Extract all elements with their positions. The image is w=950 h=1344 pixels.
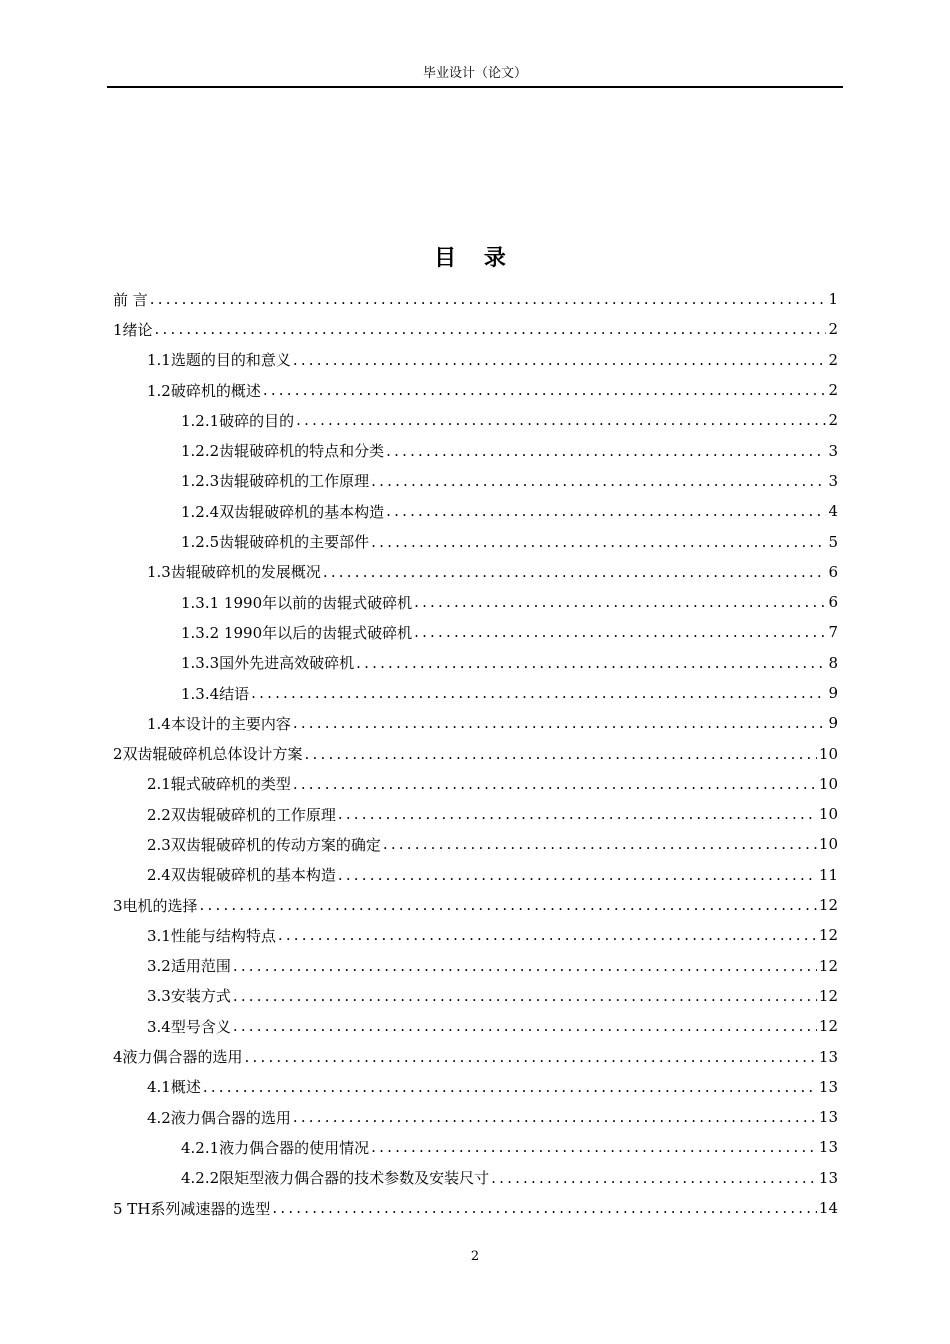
toc-entry-label: 1.2.1破碎的目的 <box>181 411 295 430</box>
toc-dot-leader <box>203 1078 817 1096</box>
toc-dot-leader <box>200 896 817 914</box>
toc-entry[interactable] <box>113 314 838 344</box>
toc-entry-page: 10 <box>818 744 838 763</box>
toc-dot-leader <box>414 593 826 611</box>
toc-entry[interactable] <box>113 496 838 526</box>
toc-entry[interactable] <box>113 1193 838 1223</box>
toc-dot-leader <box>293 775 817 793</box>
toc-entry[interactable] <box>113 920 838 950</box>
toc-entry-label: 1.1选题的目的和意义 <box>147 351 291 370</box>
toc-dot-leader <box>491 1169 817 1187</box>
toc-dot-leader <box>323 563 827 581</box>
toc-entry-label: 2双齿辊破碎机总体设计方案 <box>113 745 303 764</box>
toc-dot-leader <box>386 442 826 460</box>
toc-entry[interactable] <box>113 466 838 496</box>
toc-dot-leader <box>150 290 827 308</box>
toc-dot-leader <box>338 866 817 884</box>
toc-entry-page: 13 <box>818 1168 838 1187</box>
toc-entry-page: 2 <box>828 350 838 369</box>
toc-entry-label: 1.2.5齿辊破碎机的主要部件 <box>181 533 370 552</box>
toc-entry[interactable] <box>113 890 838 920</box>
toc-entry[interactable] <box>113 648 838 678</box>
toc-entry[interactable] <box>113 284 838 314</box>
toc-entry[interactable] <box>113 860 838 890</box>
toc-entry-page: 2 <box>828 381 838 400</box>
toc-dot-leader <box>278 926 817 944</box>
toc-dot-leader <box>233 987 817 1005</box>
toc-entry-label: 1.2破碎机的概述 <box>147 381 261 400</box>
toc-entry[interactable] <box>113 1163 838 1193</box>
toc-entry-label: 4.1概述 <box>147 1078 201 1097</box>
toc-entry[interactable] <box>113 1011 838 1041</box>
toc-entry-label: 1.3.1 1990年以前的齿辊式破碎机 <box>181 593 413 612</box>
toc-dot-leader <box>371 533 826 551</box>
toc-dot-leader <box>383 835 817 853</box>
toc-entry[interactable] <box>113 769 838 799</box>
toc-entry-page: 9 <box>828 714 838 733</box>
toc-entry-label: 4.2液力偶合器的选用 <box>147 1108 291 1127</box>
toc-entry[interactable] <box>113 375 838 405</box>
toc-entry-label: 3.4型号含义 <box>147 1017 231 1036</box>
toc-entry-label: 1.4本设计的主要内容 <box>147 714 291 733</box>
running-header: 毕业设计（论文） <box>422 66 527 81</box>
toc-entry-label: 2.4双齿辊破碎机的基本构造 <box>147 866 336 885</box>
toc-dot-leader <box>251 684 826 702</box>
toc-entry-label: 1绪论 <box>113 320 153 339</box>
toc-entry-label: 3.2适用范围 <box>147 957 231 976</box>
toc-entry-page: 13 <box>818 1077 838 1096</box>
toc-entry[interactable] <box>113 405 838 435</box>
toc-entry[interactable] <box>113 981 838 1011</box>
toc-entry-label: 2.2双齿辊破碎机的工作原理 <box>147 805 336 824</box>
toc-entry-page: 2 <box>828 320 838 339</box>
toc-entry-page: 13 <box>818 1108 838 1127</box>
toc-entry-page: 2 <box>828 411 838 430</box>
toc-dot-leader <box>233 1017 817 1035</box>
toc-entry-label: 1.3.4结语 <box>181 684 250 703</box>
toc-entry-page: 6 <box>828 562 838 581</box>
toc-dot-leader <box>414 623 826 641</box>
toc-entry[interactable] <box>113 1102 838 1132</box>
toc-entry-label: 3电机的选择 <box>113 896 198 915</box>
toc-entry-page: 7 <box>828 623 838 642</box>
page-number: 2 <box>470 1249 480 1264</box>
toc-entry-page: 12 <box>818 926 838 945</box>
toc-entry-page: 13 <box>818 1138 838 1157</box>
toc-entry-label: 1.2.3齿辊破碎机的工作原理 <box>181 472 370 491</box>
toc-entry-page: 4 <box>828 502 838 521</box>
toc-dot-leader <box>356 654 826 672</box>
toc-entry-page: 11 <box>818 865 838 884</box>
toc-entry-page: 8 <box>828 653 838 672</box>
toc-dot-leader <box>233 957 817 975</box>
toc-entry-label: 1.3齿辊破碎机的发展概况 <box>147 563 321 582</box>
toc-entry[interactable] <box>113 557 838 587</box>
toc-dot-leader <box>245 1048 817 1066</box>
toc-entry[interactable] <box>113 617 838 647</box>
toc-entry-label: 1.3.3国外先进高效破碎机 <box>181 654 355 673</box>
toc-entry-label: 5 TH系列减速器的选型 <box>113 1199 271 1218</box>
toc-entry-label: 4液力偶合器的选用 <box>113 1048 243 1067</box>
table-of-contents <box>113 284 838 1223</box>
toc-entry[interactable] <box>113 587 838 617</box>
toc-entry[interactable] <box>113 1041 838 1071</box>
toc-entry-label: 1.3.2 1990年以后的齿辊式破碎机 <box>181 623 413 642</box>
toc-dot-leader <box>338 805 817 823</box>
toc-dot-leader <box>293 351 827 369</box>
toc-entry-page: 6 <box>828 593 838 612</box>
toc-entry-label: 3.1性能与结构特点 <box>147 926 276 945</box>
toc-entry-label: 4.2.1液力偶合器的使用情况 <box>181 1138 370 1157</box>
toc-entry-label: 4.2.2限矩型液力偶合器的技术参数及安装尺寸 <box>181 1169 490 1188</box>
toc-dot-leader <box>386 502 826 520</box>
toc-entry[interactable] <box>113 738 838 768</box>
toc-entry-label: 3.3安装方式 <box>147 987 231 1006</box>
toc-entry-page: 12 <box>818 956 838 975</box>
toc-entry-page: 12 <box>818 1017 838 1036</box>
toc-title: 目 录 <box>434 246 516 271</box>
toc-dot-leader <box>263 381 827 399</box>
toc-entry[interactable] <box>113 526 838 556</box>
toc-dot-leader <box>305 745 817 763</box>
toc-entry[interactable] <box>113 678 838 708</box>
header-rule <box>107 86 843 88</box>
toc-entry[interactable] <box>113 435 838 465</box>
toc-entry-label: 2.3双齿辊破碎机的传动方案的确定 <box>147 835 381 854</box>
toc-entry[interactable] <box>113 1132 838 1162</box>
toc-entry[interactable] <box>113 345 838 375</box>
toc-dot-leader <box>296 411 826 429</box>
toc-entry-label: 1.2.4双齿辊破碎机的基本构造 <box>181 502 385 521</box>
toc-entry-page: 10 <box>818 774 838 793</box>
toc-entry-page: 1 <box>828 290 838 309</box>
toc-entry[interactable] <box>113 799 838 829</box>
toc-entry-label: 2.1辊式破碎机的类型 <box>147 775 291 794</box>
toc-entry-page: 10 <box>818 835 838 854</box>
toc-entry-page: 14 <box>818 1199 838 1218</box>
toc-dot-leader <box>371 472 826 490</box>
toc-entry-page: 3 <box>828 441 838 460</box>
toc-entry-label: 前 言 <box>113 290 148 309</box>
toc-entry-page: 3 <box>828 471 838 490</box>
toc-entry-page: 5 <box>828 532 838 551</box>
toc-entry[interactable] <box>113 1072 838 1102</box>
toc-entry-label: 1.2.2齿辊破碎机的特点和分类 <box>181 442 385 461</box>
toc-entry-page: 10 <box>818 805 838 824</box>
toc-dot-leader <box>293 714 827 732</box>
toc-entry-page: 12 <box>818 896 838 915</box>
toc-dot-leader <box>155 320 827 338</box>
toc-entry[interactable] <box>113 708 838 738</box>
toc-entry-page: 12 <box>818 986 838 1005</box>
toc-dot-leader <box>371 1138 817 1156</box>
toc-dot-leader <box>272 1199 817 1217</box>
toc-entry-page: 13 <box>818 1047 838 1066</box>
toc-entry[interactable] <box>113 829 838 859</box>
toc-entry[interactable] <box>113 951 838 981</box>
toc-dot-leader <box>293 1108 817 1126</box>
toc-entry-page: 9 <box>828 684 838 702</box>
